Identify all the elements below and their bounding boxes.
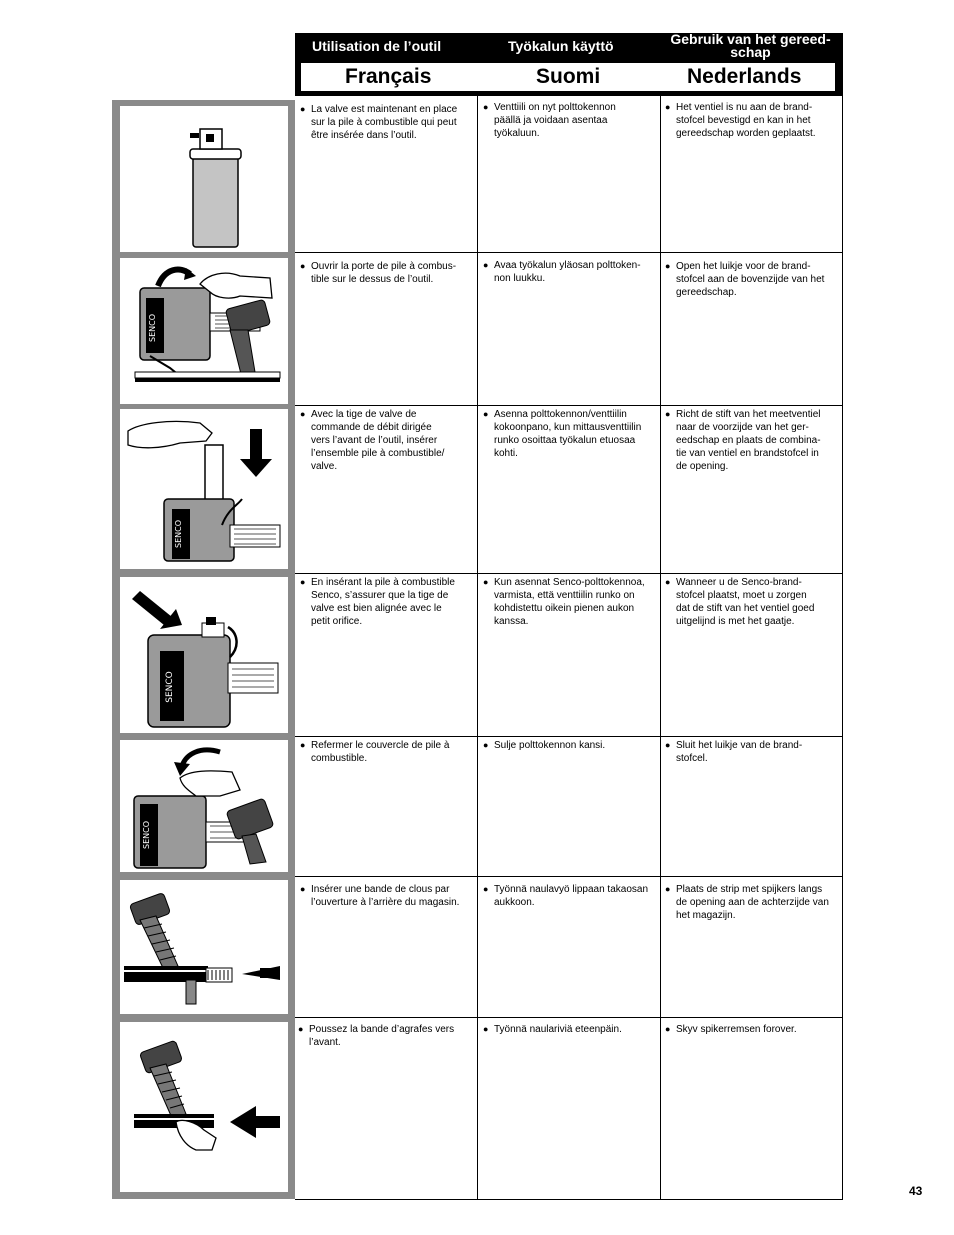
instruction-dutch: ● Open het luikje voor de brand- stofcel aan de bovenzijde van het gereedschap.: [665, 261, 825, 298]
finnish-section-subtitle: Työkalun käyttö: [508, 38, 614, 54]
bullet-icon: ●: [300, 884, 306, 894]
bullet-icon: ●: [300, 261, 306, 271]
instruction-french: ● Insérer une bande de clous par l’ouverture à l’arrière du magasin.: [300, 884, 460, 908]
insert-nail-strip-illustration: [120, 880, 288, 1014]
instruction-dutch: ● Skyv spikerremsen forover.: [665, 1024, 797, 1035]
bullet-icon: ●: [483, 884, 489, 894]
language-title-french: Français: [345, 65, 432, 88]
insert-fuel-cell-illustration: [120, 409, 288, 569]
language-title-bar: [301, 63, 835, 91]
column-divider: [477, 96, 478, 1200]
open-fuel-cell-door-illustration: [120, 258, 288, 404]
align-valve-stem-illustration: [120, 577, 288, 733]
row-divider: [295, 405, 843, 406]
row-divider: [295, 1199, 843, 1200]
row-divider: [295, 252, 843, 253]
dutch-section-subtitle: Gebruik van het gereed- schap: [670, 31, 831, 60]
column-divider: [660, 96, 661, 1200]
instruction-french: ● Refermer le couvercle de pile à combustible.: [300, 740, 450, 764]
brand-label: SENCO: [148, 314, 157, 342]
instruction-french: ● Poussez la bande d’agrafes vers l’avant.: [298, 1024, 455, 1048]
bullet-icon: ●: [483, 260, 489, 270]
instruction-dutch: ● Richt de stift van het meetventiel naar de voorzijde van het ger- eedschap en plaats de combina- tie van ventiel en brandstofcel in de opening.: [665, 409, 821, 472]
language-title-finnish: Suomi: [536, 65, 601, 88]
bullet-icon: ●: [665, 409, 671, 419]
instruction-french: ● En insérant la pile à combustible Senco, s’assurer que la tige de valve est bien alignée avec le petit orifice.: [300, 577, 455, 627]
bullet-icon: ●: [300, 409, 306, 419]
instruction-french: ● La valve est maintenant en place sur la pile à combustible qui peut être insérée dans l’outil.: [300, 104, 458, 141]
instruction-finnish: ● Sulje polttokennon kansi.: [483, 740, 606, 751]
instruction-finnish: ● Avaa työkalun yläosan polttoken- non luukku.: [483, 260, 641, 284]
instruction-french: ● Avec la tige de valve de commande de débit dirigée vers l’avant de l’outil, insérer l’ensemble pile à combustible/ valve.: [300, 409, 445, 472]
brand-label: SENCO: [165, 671, 175, 703]
row-divider: [295, 736, 843, 737]
close-fuel-cell-cover-illustration: [120, 740, 288, 872]
illustration-column: [112, 100, 295, 1199]
bullet-icon: ●: [665, 1024, 671, 1034]
instruction-finnish: ● Työnnä naulariviä eteenpäin.: [483, 1024, 622, 1035]
bullet-icon: ●: [665, 577, 671, 587]
instruction-finnish: ● Venttiili on nyt polttokennon päällä ja voidaan asentaa työkaluun.: [483, 102, 616, 139]
bullet-icon: ●: [665, 884, 671, 894]
instruction-french: ● Ouvrir la porte de pile à combus- tible sur le dessus de l’outil.: [300, 261, 457, 285]
brand-label: SENCO: [174, 520, 183, 548]
instruction-finnish: ● Kun asennat Senco-polttokennoa, varmista, että venttiilin runko on kohdistettu oikein pienen aukon kanssa.: [483, 577, 645, 627]
french-section-subtitle: Utilisation de l’outil: [312, 38, 442, 54]
bullet-icon: ●: [300, 577, 306, 587]
row-divider: [295, 573, 843, 574]
bullet-icon: ●: [483, 1024, 489, 1034]
bullet-icon: ●: [483, 740, 489, 750]
language-header: [295, 33, 843, 96]
bullet-icon: ●: [300, 740, 306, 750]
instruction-dutch: ● Wanneer u de Senco-brand- stofcel plaatst, moet u zorgen dat de stift van het ventiel goed uitgelijnd is met het gaatje.: [665, 577, 815, 627]
bullet-icon: ●: [483, 577, 489, 587]
column-divider: [842, 96, 843, 1200]
instruction-dutch: ● Het ventiel is nu aan de brand- stofcel bevestigd en kan in het gereedschap worden geplaatst.: [665, 102, 816, 139]
bullet-icon: ●: [665, 102, 671, 112]
page-number: 43: [909, 1184, 923, 1198]
instruction-dutch: ● Plaats de strip met spijkers langs de opening aan de achterzijde van het magazijn.: [665, 884, 829, 921]
bullet-icon: ●: [298, 1024, 304, 1034]
row-divider: [295, 1017, 843, 1018]
instruction-finnish: ● Asenna polttokennon/venttiilin kokoonpano, kun mittausventtiilin runko osoittaa työkalun etuosaa kohti.: [483, 409, 642, 459]
instruction-finnish: ● Työnnä naulavyö lippaan takaosan aukkoon.: [483, 884, 649, 908]
bullet-icon: ●: [483, 409, 489, 419]
language-title-dutch: Nederlands: [687, 65, 802, 88]
fuel-cell-valve-illustration: [120, 106, 288, 252]
bullet-icon: ●: [300, 104, 306, 114]
push-nail-strip-forward-illustration: [120, 1022, 288, 1192]
bullet-icon: ●: [483, 102, 489, 112]
row-divider: [295, 876, 843, 877]
bullet-icon: ●: [665, 261, 671, 271]
brand-label: SENCO: [142, 821, 151, 849]
bullet-icon: ●: [665, 740, 671, 750]
instruction-dutch: ● Sluit het luikje van de brand- stofcel.: [665, 740, 803, 764]
